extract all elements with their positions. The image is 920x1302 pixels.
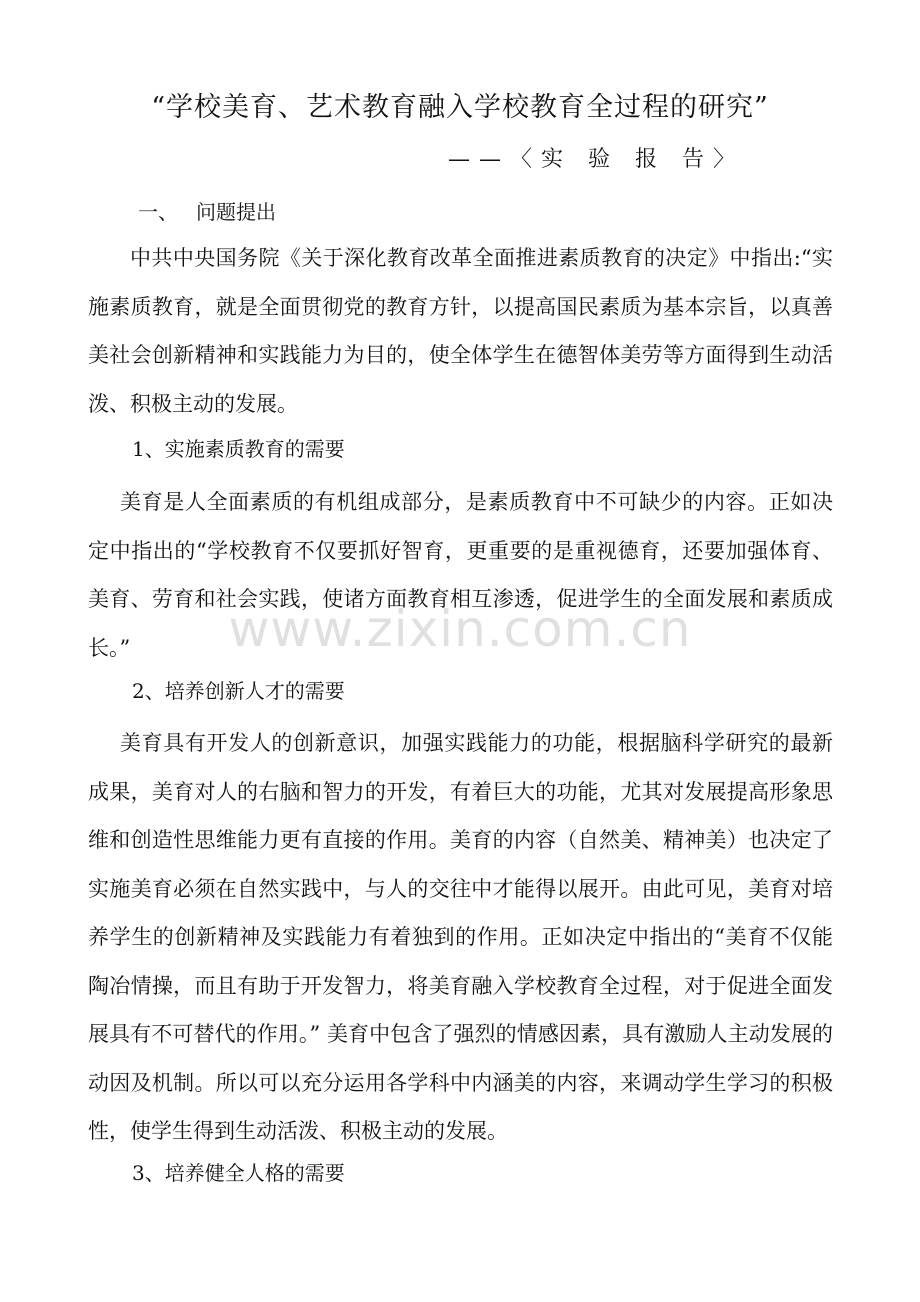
- section-heading-1: [138, 196, 276, 228]
- subsection-heading-2: 2、培养创新人才的需要: [132, 679, 345, 703]
- document-subtitle: ——〈实 验 报 告〉: [448, 147, 744, 172]
- subsection-paragraph-1: 美育是人全面素质的有机组成部分，是素质教育中不可缺少的内容。正如决定中指出的“学校教育不仅要抓好智育，更重要的是重视德育，还要加强体育、美育、劳育和社会实践，使诸方面教育相互渗透，促进学生的全面发展和素质成长。”: [88, 490, 833, 660]
- document-title: “学校美育、艺术教育融入学校教育全过程的研究”: [151, 92, 769, 123]
- intro-paragraph: 中共中央国务院《关于深化教育改革全面推进素质教育的决定》中指出:“实施素质教育，就是全面贯彻党的教育方针，以提高国民素质为基本宗旨，以真善美社会创新精神和实践能力为目的，使全体学生在德智体美劳等方面得到生动活泼、积极主动的发展。: [88, 246, 833, 416]
- subsection-heading-1: 1、实施素质教育的需要: [132, 437, 345, 461]
- watermark: www.zixin.com.cn: [228, 600, 692, 658]
- subsection-heading-3: 3、培养健全人格的需要: [132, 1161, 345, 1185]
- section-heading-text: 问题提出: [196, 200, 276, 224]
- section-number: 一、: [138, 200, 178, 224]
- subsection-paragraph-2: 美育具有开发人的创新意识，加强实践能力的功能，根据脑科学研究的最新成果，美育对人的右脑和智力的开发，有着巨大的功能，尤其对发展提高形象思维和创造性思维能力更有直接的作用。美育的内容（自然美、精神美）也决定了实施美育必须在自然实践中，与人的交往中才能得以展开。由此可见，美育对培养学生的创新精神及实践能力有着独到的作用。正如决定中指出的“美育不仅能陶冶情操，而且有助于开发智力，将美育融入学校教育全过程，对于促进全面发展具有不可替代的作用。” 美育中包含了强烈的情感因素，具有激励人主动发展的动因及机制。所以可以充分运用各学科中内涵美的内容，来调动学生学习的积极性，使学生得到生动活泼、积极主动的发展。: [88, 731, 833, 1143]
